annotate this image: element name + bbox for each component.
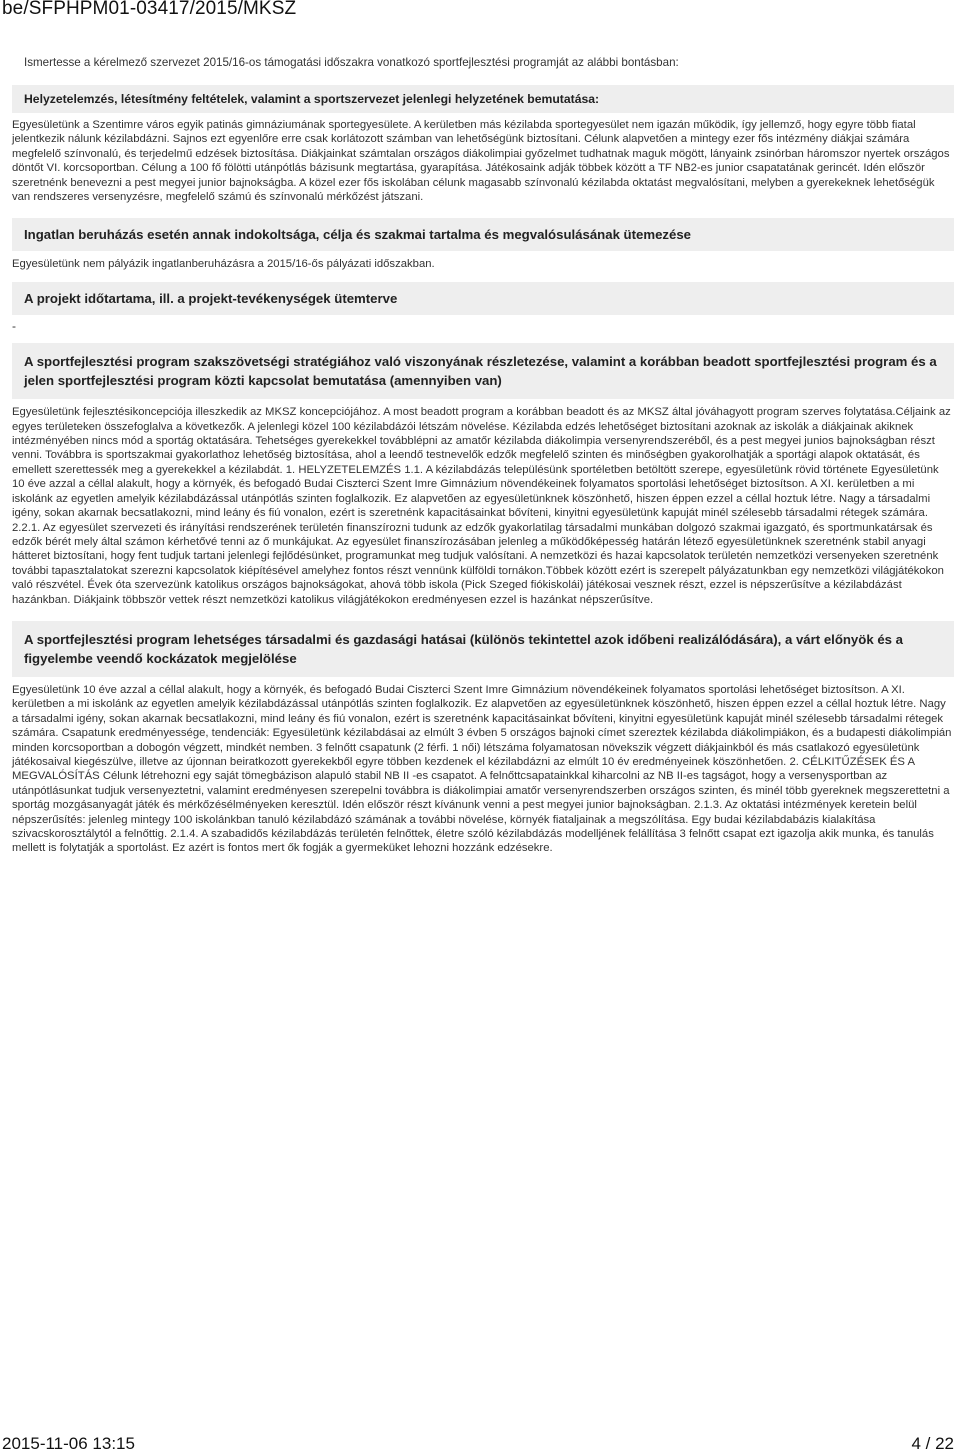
form-content (12, 50, 954, 856)
section-heading-situation-analysis: Helyzetelemzés, létesítmény feltételek, valamint a sportszervezet jelenlegi helyzetének bemutatása: (12, 85, 954, 113)
section-body-federation-strategy: Egyesületünk fejlesztésikoncepciója illeszkedik az MKSZ koncepciójához. A most beadott program a korábban beadott és az MKSZ által jóváhagyott program szerves folytatása.Céljaink az egyes területeken összefoglalva a következők. A jelenlegi közel 100 kézilabdázói létszám növelése. Kézilabda edzés lehetőséget biztosítani azoknak az iskolák a diákjainak akiknek intézményében nincs mód a sportág oktatására. Tehetséges gyerekekkel továbblépni az amatőr kézilabda diákolimpia versenyrendszeréből, és a pest megyei junios bajnokságban részt venni. Továbbra is sportszakmai gyakorlathoz lehetőség biztosítása, ahol a leendő testnevelők edzők megfelelő szinten és minőségben gyakorolhatják a sportági alapok oktatását, és emellett szerettessék meg a gyerekekkel a kézilabdát. 1. HELYZETELEMZÉS 1.1. A kézilabdázás településünk sportéletben betöltött szerepe, egyesületünk rövid története Egyesületünk 10 éve azzal a céllal alakult, hogy a környék, és befogadó Budai Ciszterci Szent Imre Gimnázium növendékeinek folyamatos sportolási lehetőséget biztosítson. A XI. kerületben a mi iskolánk az egyetlen amelyik kézilabdázással utánpótlás szinten foglalkozik. Ez alapvetően az egyesületünknek köszönhető, hiszen éppen ezzel a céllal hoztuk létre. Nagy a társadalmi igény, sokan akarnak becsatlakozni, mind leány és fiú vonalon, ezért is szeretnénk kapacitásainkat bővíteni, kinyitni egyesületünk kapuját minél szélesebb társadalmi rétegek számára. 2.2.1. Az egyesület szervezeti és irányítási rendszerének területén finanszírozni tudunk az edzők gyakorlatilag társadalmi munkában dolgozó szakmai igazgató, és sportmunkatársak és edzők bérét mely által számon kérhetővé tenni az ő munkájukat. Az egyesület finanszírozásában jelenleg a működőképesség határán létező egyesületünknek szeretnénk stabil anyagi hátteret biztosítani, hogy fent tudjuk tartani jelenlegi fejlődésünket, programunkat meg tudjuk valósítani. A nemzetközi és hazai kapcsolatok területén nemzetközi versenyeken szeretnénk további tapasztalatokat szerezni kapcsolatok kiépítésével amelyhez fontos részt vennünk külföldi tornákon.Többek között ezért is szerepelt pályázatunkban egy nemzetközi világjátékokon való részvétel. Évek óta szervezünk katolikus országos bajnokságokat, ahová több iskola (Pick Szeged fiókiskolái) játékosai vesznek részt, ezzel is népszerűsítve a kézilabdázást hazánkban. Diákjaink többször vettek részt nemzetközi katolikus világjátékokon eredményesen ezzel is hazánkat népszerűsítve. (12, 406, 951, 606)
intro-text: Ismertesse a kérelmező szervezet 2015/16-os támogatási időszakra vonatkozó sportfejlesztési programját az alábbi bontásban: (24, 56, 679, 69)
document-id-header: be/SFPHPM01-03417/2015/MKSZ (2, 0, 297, 19)
section-body-social-economic-impact: Egyesületünk 10 éve azzal a céllal alakult, hogy a környék, és befogadó Budai Ciszterci Szent Imre Gimnázium növendékeinek folyamatos sportolási lehetőséget biztosítson. A XI. kerületben a mi iskolánk az egyetlen amelyik kézilabdázással utánpótlás szinten foglalkozik. Ez alapvetően az egyesületünknek köszönhető, hiszen éppen ezzel a céllal hoztuk létre. Nagy a társadalmi igény, sokan akarnak becsatlakozni, mind leány és fiú vonalon, ezért is szeretnénk kapacitásainkat bővíteni, kinyitni egyesületünk kapuját minél szélesebb társadalmi rétegek számára. Csapatunk eredményessége, tendenciák: Egyesületünk kézilabdásai az elmúlt 3 évben 5 országos bajnoki címet szereztek kézilabda diákolimpiákon, és a budapesti diákolimpián minden korcsoportban a dobogón végzett, mindkét nemben. 3 felnőtt csapatunk (2 férfi. 1 női) létszáma folyamatosan növekszik végzett diákjainkból és más csatlakozó egyesületünk játékosaival kiegészülve, illetve az újonnan beiratkozott gyerekekből egyre többen kezdenek el kézilabdázni az elmúlt 10 év eredményeinek köszönhetően. 2. CÉLKITŰZÉSEK ÉS A MEGVALÓSÍTÁS Célunk létrehozni egy saját tömegbázison alapuló stabil NB II -es csapatot. A felnőttcsapatainkkal kiharcolni az NB II-es tagságot, hogy a versenysportban az utánpótlásunkat tudjuk versenyeztetni, valamint eredményesen szerepelni továbbra is diákolimpiai amatőr versenyrendszerben országos szinten, és minél több gyereknek megszerettetni a sportág mozgásanyagát játék és mérkőzésélményeken keresztül. Idén először részt kívánunk venni a pest megyei junior bajnokságban. 2.1.3. Az oktatási intézmények keretein belül népszerűsítés: jelenleg mintegy 100 iskolánkban tanuló kézilabdázó számának a további növelése, környék fiataljainak a megszólítása. Egy budai kézilabdabázis kialakítása szivacskorosztálytól a felnőttig. 2.1.4. A szabadidős kézilabdázás területén felnőttek, életre szóló kézilabdázás modelljének felállítása 3 felnőtt csapat ezt igazolja akik munka, és tanulás mellett is folytatják a sportolást. Ez azért is fontos mert ők fogják a gyermeküket lehozni hozzánk edzésekre. (12, 683, 952, 855)
footer-timestamp: 2015-11-06 13:15 (2, 1434, 135, 1453)
section-heading-real-estate-investment: Ingatlan beruházás esetén annak indokoltsága, célja és szakmai tartalma és megvalósulásának ütemezése (12, 218, 954, 251)
section-body-project-schedule: - (12, 318, 16, 333)
section-body-real-estate-investment: Egyesületünk nem pályázik ingatlanberuházásra a 2015/16-ős pályázati időszakban. (12, 258, 435, 271)
section-heading-federation-strategy: A sportfejlesztési program szakszövetségi stratégiához való viszonyának részletezése, valamint a korábban beadott sportfejlesztési program és a jelen sportfejlesztési program közti kapcsolat bemutatása (amennyiben van) (12, 343, 954, 399)
section-heading-project-schedule: A projekt időtartama, ill. a projekt-tevékenységek ütemterve (12, 282, 954, 315)
section-body-situation-analysis: Egyesületünk a Szentimre város egyik patinás gimnáziumának sportegyesülete. A kerületben más kézilabda sportegyesület nem igazán működik, így jellemző, hogy egyre több fiatal jelentkezik nálunk kézilabdázni. Sajnos ezt egyenlőre erre csak korlátozott számban van lehetőségünk biztosítani. Célunk alapvetően a mintegy ezer fős intézmény diákjai számára megfelelő színvonalú, és terjedelmű edzések biztosítása. Diákjainkat számtalan országos diákolimpiai győzelmet tudhatnak maguk mögött, lányaink zsinórban háromszor nyertek országos döntőt VI. korcsoportban. Célung a 100 fő fölötti utánpótlás bázisunk megtartása, gyarapítása. Játékosaink adják többek között a TF NB2-es junior csapatatának gerincét. Idén először szeretnénk benevezni a pest megyei junior bajnokságba. A közel ezer fős iskolában célunk magasabb színvonalú kézilabda oktatást megvalósítani, melyben a gyerekeknek lehetőségük van rendszeres versenyzésre, megfelelő számú és színvonalú mérkőzést játszani. (12, 119, 950, 204)
footer-page-number: 4 / 22 (911, 1434, 954, 1453)
section-heading-social-economic-impact: A sportfejlesztési program lehetséges társadalmi és gazdasági hatásai (különös tekintettel azok időbeni realizálódására), a várt előnyök és a figyelembe veendő kockázatok megjelölése (12, 621, 954, 677)
